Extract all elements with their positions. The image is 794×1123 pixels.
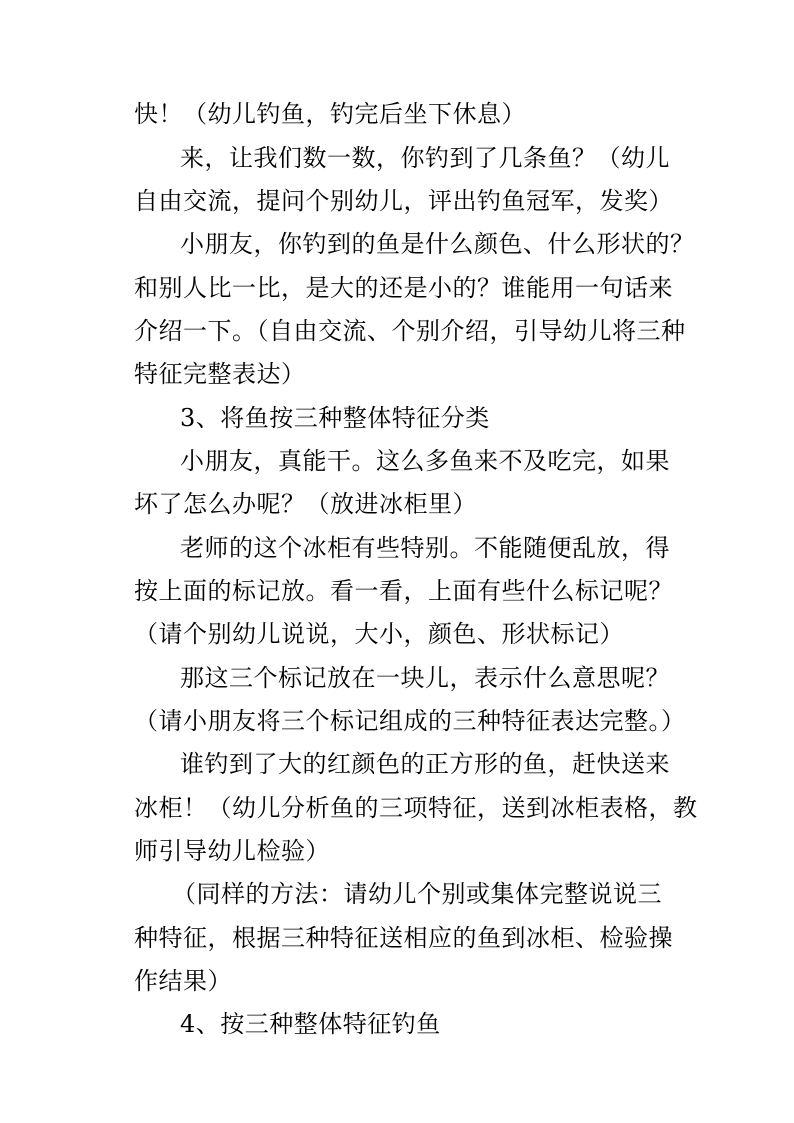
- text-line: 作结果）: [134, 967, 232, 995]
- text-line: 谁钓到了大的红颜色的正方形的鱼，赶快送来: [180, 750, 670, 778]
- text-line: （同样的方法：请幼儿个别或集体完整说说三: [172, 880, 662, 908]
- text-line: 介绍一下。（自由交流、个别介绍，引导幼儿将三种: [134, 317, 686, 345]
- text-line: 小朋友，你钓到的鱼是什么颜色、什么形状的？: [180, 230, 695, 258]
- text-line: 快！（幼儿钓鱼，钓完后坐下休息）: [134, 100, 526, 128]
- text-line: 老师的这个冰柜有些特别。不能随便乱放，得: [180, 534, 670, 562]
- text-line: 特征完整表达）: [134, 360, 306, 388]
- section-heading: 3、将鱼按三种整体特征分类: [180, 404, 490, 432]
- text-line: 小朋友，真能干。这么多鱼来不及吃完，如果: [180, 447, 670, 475]
- text-line: （请小朋友将三个标记组成的三种特征表达完整。）: [134, 707, 686, 735]
- text-line: 冰柜！（幼儿分析鱼的三项特征，送到冰柜表格，教: [134, 794, 698, 822]
- text-line: 和别人比一比，是大的还是小的？谁能用一句话来: [134, 274, 673, 302]
- text-line: （请个别幼儿说说，大小，颜色、形状标记）: [134, 620, 624, 648]
- text-line: 自由交流，提问个别幼儿，评出钓鱼冠军，发奖）: [134, 187, 673, 215]
- text-line: 坏了怎么办呢？（放进冰柜里）: [134, 490, 477, 518]
- text-line: 按上面的标记放。看一看，上面有些什么标记呢？: [134, 577, 673, 605]
- text-line: 种特征，根据三种特征送相应的鱼到冰柜、检验操: [134, 924, 673, 952]
- section-heading: 4、按三种整体特征钓鱼: [180, 1010, 441, 1038]
- text-line: 来，让我们数一数，你钓到了几条鱼？（幼儿: [180, 144, 670, 172]
- text-line: 那这三个标记放在一块儿，表示什么意思呢？: [180, 664, 670, 692]
- text-line: 师引导幼儿检验）: [134, 837, 330, 865]
